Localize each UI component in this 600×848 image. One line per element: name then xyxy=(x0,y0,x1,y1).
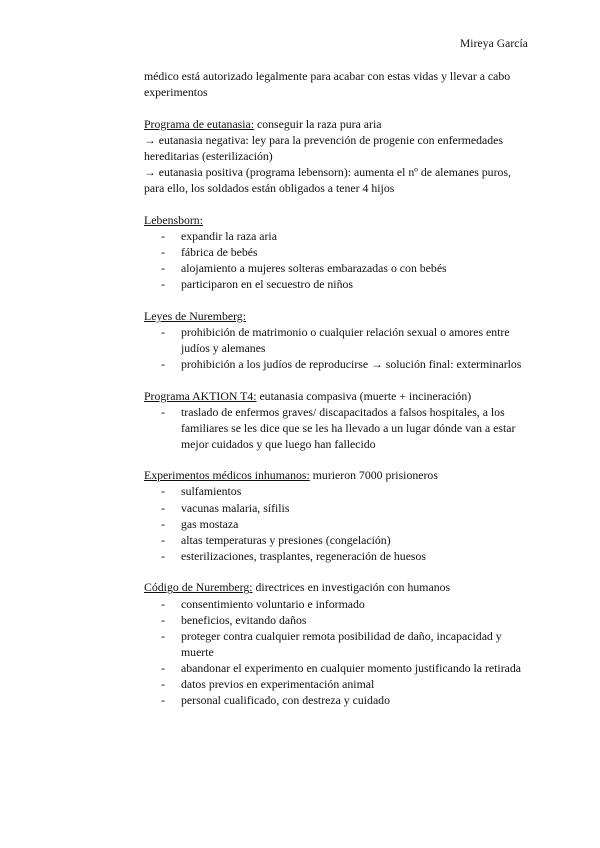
list-item: - esterilizaciones, trasplantes, regeneración de huesos xyxy=(161,548,427,563)
list-marker: - xyxy=(161,404,165,419)
list-marker: - xyxy=(161,693,165,708)
eutanasia-positiva-line: → eutanasia positiva (programa lebensorn): aumenta el nº de alemanes puros, para ello, los soldados están obligados a tener 4 hijos xyxy=(144,164,511,196)
document-body xyxy=(144,68,528,708)
section-heading: Programa AKTION T4: xyxy=(144,388,257,403)
list-item: - prohibición a los judíos de reproducirse → solución final: exterminarlos xyxy=(161,356,522,371)
list-item: - personal cualificado, con destreza y cuidado xyxy=(161,693,390,708)
section-heading-text: murieron 7000 prisioneros xyxy=(309,468,438,483)
section-leyes-title xyxy=(144,308,528,324)
list-item: - prohibición de matrimonio o cualquier relación sexual o amores entre judíos y alemanes xyxy=(161,324,510,355)
list-marker: - xyxy=(161,228,165,243)
list-item: - altas temperaturas y presiones (congelación) xyxy=(161,532,391,547)
list-item: - beneficios, evitando daños xyxy=(161,612,307,627)
section-heading: Leyes de Nuremberg: xyxy=(144,308,246,323)
leyes-list xyxy=(144,324,528,372)
list-marker: - xyxy=(161,484,165,499)
section-heading: Código de Nuremberg: xyxy=(144,580,253,595)
list-item: - traslado de enfermos graves/ discapacitados a falsos hospitales, a los familiares se les dice que se les ha llevado a un lugar dónde van a estar mejor cuidados y que luego han fallecido xyxy=(161,404,516,451)
list-marker: - xyxy=(161,260,165,275)
list-item: - alojamiento a mujeres solteras embarazadas o con bebés xyxy=(161,260,447,275)
list-marker: - xyxy=(161,596,165,611)
list-item: - sulfamientos xyxy=(161,484,242,499)
codigo-list xyxy=(144,596,528,709)
list-marker: - xyxy=(161,244,165,259)
aktion-list xyxy=(144,404,528,452)
list-marker: - xyxy=(161,628,165,643)
list-item: - proteger contra cualquier remota posibilidad de daño, incapacidad y muerte xyxy=(161,628,502,659)
list-marker: - xyxy=(161,324,165,339)
lebensborn-list xyxy=(144,228,528,292)
list-item: - consentimiento voluntario e informado xyxy=(161,596,365,611)
list-marker: - xyxy=(161,516,165,531)
list-item: - participaron en el secuestro de niños xyxy=(161,277,353,292)
list-item: - fábrica de bebés xyxy=(161,244,258,259)
section-aktion-title xyxy=(144,388,528,404)
list-item: - gas mostaza xyxy=(161,516,239,531)
section-eutanasia xyxy=(144,116,528,196)
intro-paragraph: médico está autorizado legalmente para acabar con estas vidas y llevar a cabo experimentos xyxy=(144,69,511,100)
section-leyes-nuremberg xyxy=(144,308,528,372)
list-marker: - xyxy=(161,277,165,292)
section-eutanasia-title xyxy=(144,116,528,132)
section-heading-text: conseguir la raza pura aria xyxy=(254,116,382,131)
list-item: - abandonar el experimento en cualquier momento justificando la retirada xyxy=(161,660,522,675)
list-marker: - xyxy=(161,500,165,515)
section-codigo-nuremberg xyxy=(144,579,528,708)
section-aktion-t4 xyxy=(144,388,528,452)
list-marker: - xyxy=(161,612,165,627)
section-heading: Lebensborn: xyxy=(144,212,203,227)
author-name: Mireya García xyxy=(459,38,528,50)
list-item: - expandir la raza aria xyxy=(161,228,277,243)
list-marker: - xyxy=(161,660,165,675)
list-marker: - xyxy=(161,677,165,691)
section-lebensborn-title xyxy=(144,212,528,228)
list-marker: - xyxy=(161,532,165,547)
experimentos-list xyxy=(144,483,528,563)
list-item: - vacunas malaria, sífilis xyxy=(161,500,290,515)
section-codigo-title xyxy=(144,579,528,595)
section-heading: Programa de eutanasia: xyxy=(144,116,255,131)
list-marker: - xyxy=(161,356,165,371)
list-marker: - xyxy=(161,548,165,563)
section-lebensborn xyxy=(144,212,528,292)
list-item: - datos previos en experimentación animal xyxy=(161,677,375,691)
section-experimentos-title xyxy=(144,467,528,483)
section-heading-text: eutanasia compasiva (muerte + incineración) xyxy=(256,388,472,403)
section-heading-text: directrices en investigación con humanos xyxy=(252,580,451,595)
section-heading: Experimentos médicos inhumanos: xyxy=(144,468,310,483)
section-experimentos xyxy=(144,467,528,564)
eutanasia-negativa-line: → eutanasia negativa: ley para la prevención de progenie con enfermedades hereditarias (esterilización) xyxy=(144,132,503,163)
